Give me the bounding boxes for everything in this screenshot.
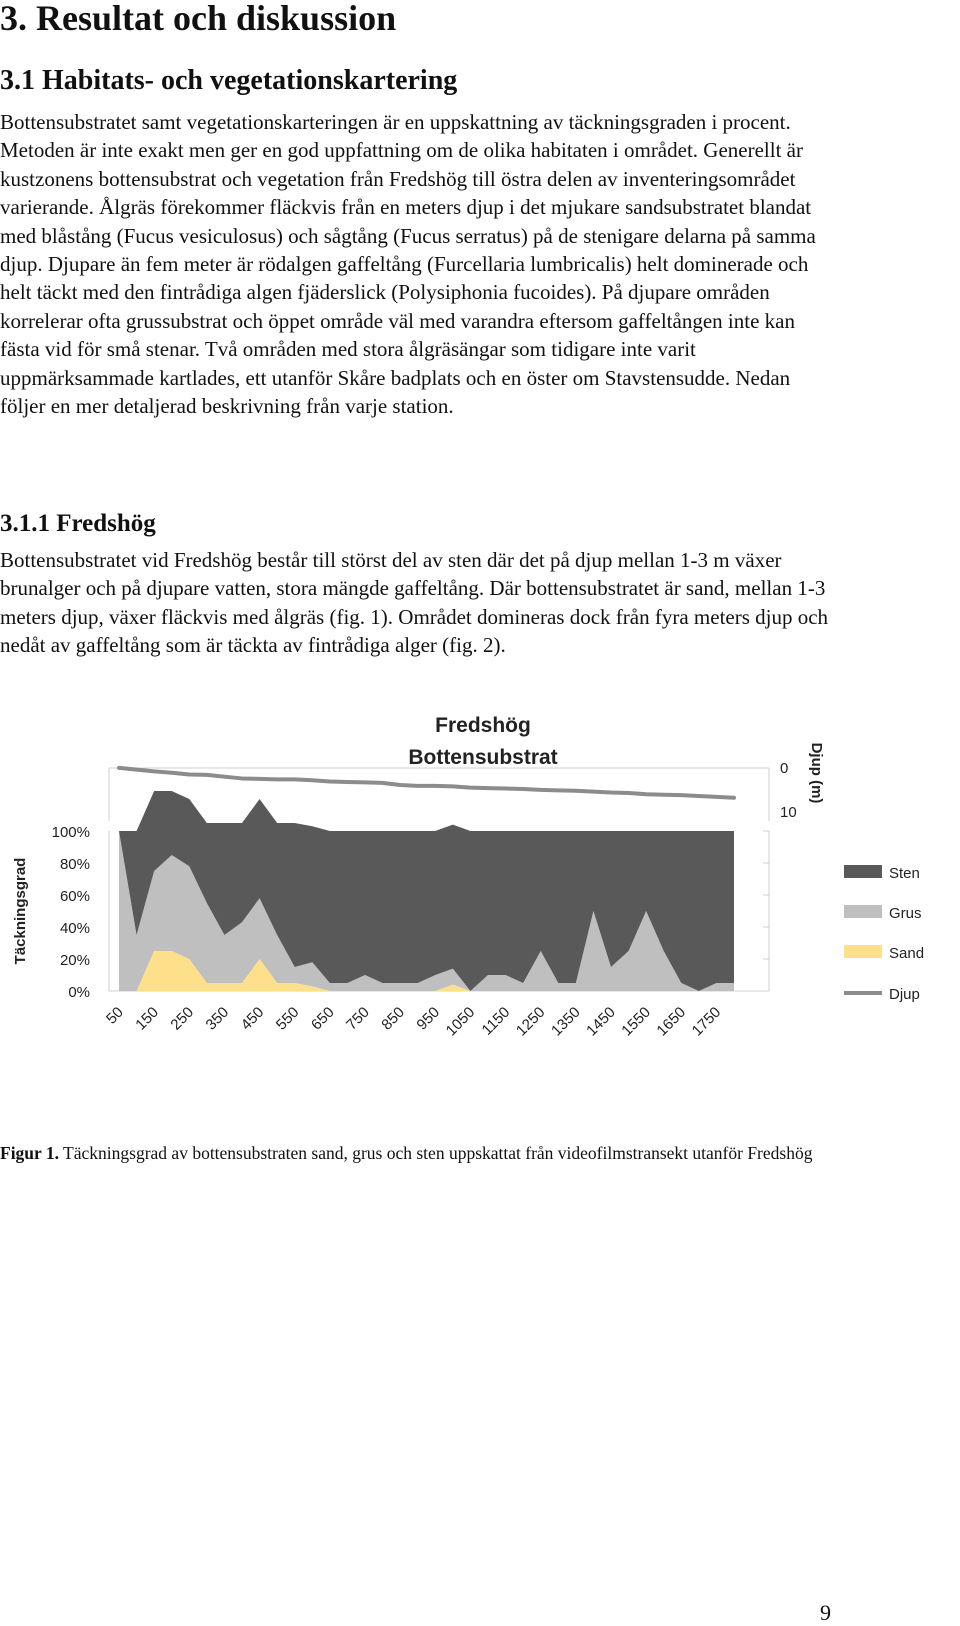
x-tick-label: 1050 bbox=[442, 1003, 479, 1040]
x-tick-label: 1550 bbox=[618, 1003, 654, 1040]
x-tick-label: 50 bbox=[103, 1003, 127, 1028]
legend-label-grus: Grus bbox=[889, 905, 922, 922]
x-tick-label: 950 bbox=[413, 1003, 444, 1034]
x-tick-label: 250 bbox=[167, 1003, 198, 1034]
x-tick-label: 1350 bbox=[548, 1003, 584, 1040]
y-tick-label: 60% bbox=[59, 888, 90, 905]
y-tick-label: 100% bbox=[51, 824, 90, 841]
y2-tick-label: 10 bbox=[780, 804, 797, 821]
figure-caption bbox=[0, 1142, 820, 1165]
chart-title-line: Fredshög bbox=[435, 714, 531, 737]
body-paragraph-2: Bottensubstratet vid Fredshög består till störst del av sten där det på djup mellan 1-3 m växer brunalger och på djupare vatten, stora mängde gaffeltång. Där bottensubstratet är sand, mellan 1-3 meters djup, växer fläckvis med ålgräs (fig. 1). Området domineras dock från fyra meters djup och nedåt av gaffeltång som är täckta av fintrådiga alger (fig. 2). bbox=[0, 548, 829, 658]
page-heading: 3. Resultat och diskussion bbox=[0, 0, 397, 38]
x-tick-label: 1450 bbox=[583, 1003, 619, 1040]
legend-swatch-sand bbox=[844, 945, 882, 958]
x-tick-label: 850 bbox=[378, 1003, 408, 1034]
x-tick-label: 450 bbox=[237, 1003, 268, 1034]
y2-tick-label: 0 bbox=[780, 760, 789, 777]
legend-swatch-grus bbox=[844, 905, 882, 918]
x-tick-label: 1150 bbox=[478, 1003, 514, 1039]
y-tick-label: 40% bbox=[59, 920, 90, 937]
legend-label-sand: Sand bbox=[889, 945, 925, 962]
y-tick-label: 80% bbox=[59, 856, 90, 873]
x-tick-label: 650 bbox=[307, 1003, 338, 1034]
x-tick-label: 750 bbox=[343, 1003, 373, 1034]
caption-text: Täckningsgrad av bottensubstraten sand, grus och sten uppskattat från videofilmstransekt utanför Fredshög bbox=[59, 1143, 813, 1163]
x-tick-label: 1250 bbox=[512, 1003, 549, 1040]
chart-title-line: Bottensubstrat bbox=[408, 746, 558, 769]
y-tick-label: 20% bbox=[59, 952, 90, 969]
series-line-djup bbox=[119, 768, 734, 798]
x-tick-label: 1750 bbox=[688, 1003, 725, 1040]
legend-label-djup: Djup bbox=[889, 986, 920, 1003]
x-tick-label: 1650 bbox=[653, 1003, 690, 1040]
x-tick-label: 350 bbox=[202, 1003, 233, 1034]
x-tick-label: 550 bbox=[272, 1003, 303, 1034]
y2-axis-title: Djup (m) bbox=[808, 742, 825, 804]
y-axis-title: Täckningsgrad bbox=[12, 857, 29, 965]
section-heading: 3.1 Habitats- och vegetationskartering bbox=[0, 65, 458, 96]
caption-label: Figur 1. bbox=[0, 1143, 59, 1163]
subsection-heading: 3.1.1 Fredshög bbox=[0, 510, 156, 537]
y-tick-label: 0% bbox=[68, 984, 90, 1001]
x-tick-label: 150 bbox=[132, 1003, 162, 1034]
body-paragraph-1: Bottensubstratet samt vegetationskarteringen är en uppskattning av täckningsgraden i procent. Metoden är inte exakt men ger en god uppfattning om de olika habitaten i området. Generellt är kustzonens bottensubstrat och vegetation från Fredshög till östra delen av inventeringsområdet varierande. Ålgräs förekommer fläckvis från en meters djup i det mjukare sandsubstratet blandat med blåstång (Fucus vesiculosus) och sågtång (Fucus serratus) på de stenigare delarna på samma djup. Djupare än fem meter är rödalgen gaffeltång (Furcellaria lumbricalis) helt dominerade och helt täckt med den fintrådiga algen fjäderslick (Polysiphonia fucoides). På djupare områden korrelerar ofta grussubstrat och öppet område väl med varandra eftersom gaffeltången inte kan fästa vid för små stenar. Två områden med stora ålgräsängar som tidigare inte varit uppmärksammade kartlades, ett utanför Skåre badplats och en öster om Stavstensudde. Nedan följer en mer detaljerad beskrivning från varje station. bbox=[0, 110, 816, 419]
page-number: 9 bbox=[820, 1600, 831, 1625]
legend-swatch-sten bbox=[844, 865, 882, 878]
legend-label-sten: Sten bbox=[889, 865, 920, 882]
substrate-chart bbox=[0, 700, 960, 1100]
